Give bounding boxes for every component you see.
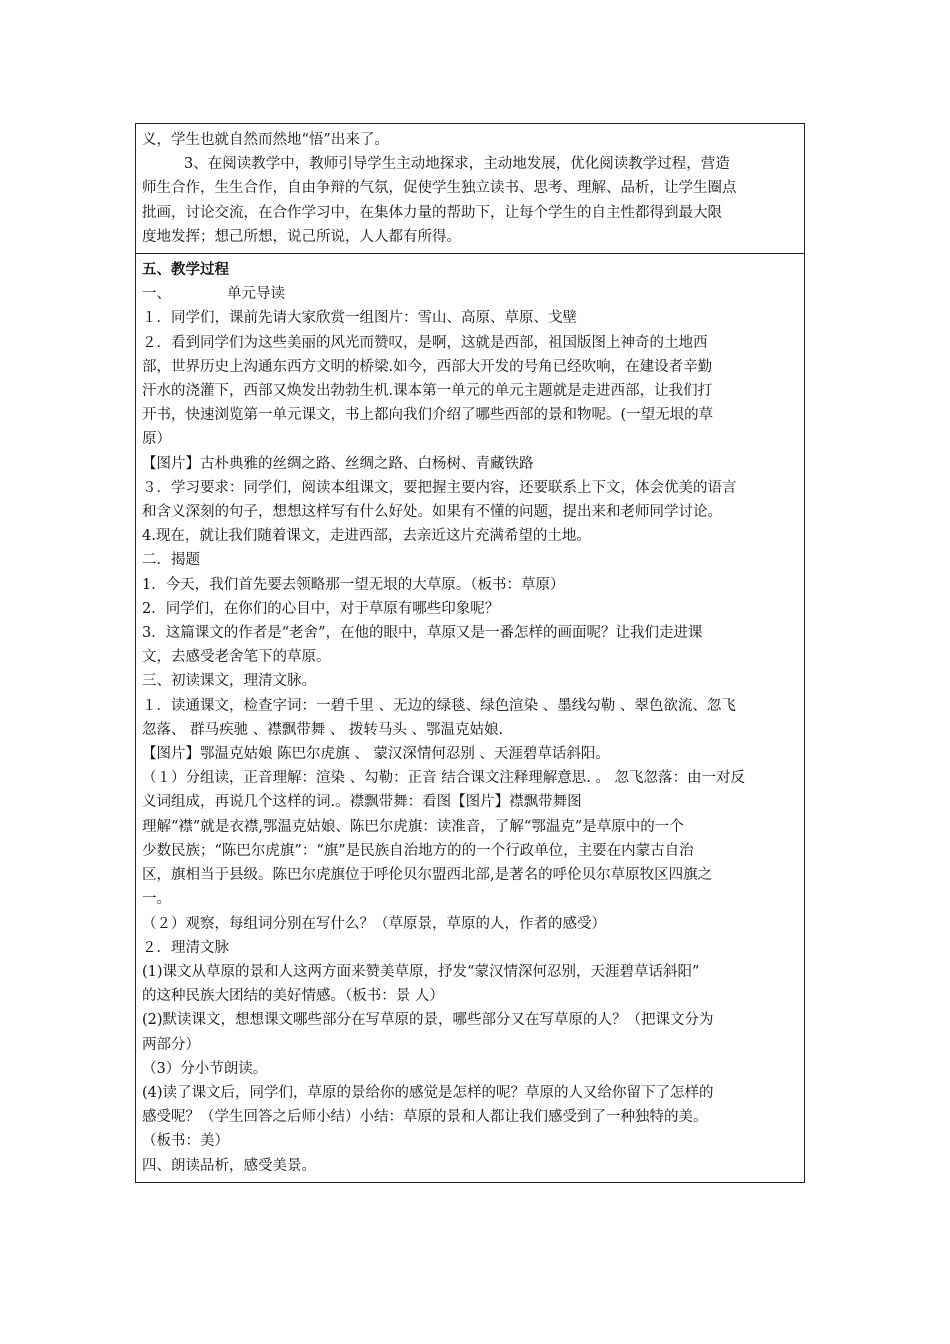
text-line: 汗水的浇灌下，西部又焕发出勃勃生机.课本第一单元的单元主题就是走进西部，让我们打 [142, 383, 713, 400]
text-line: 度地发挥；想己所想，说己所说，人人都有所得。 [142, 228, 461, 245]
text-line: (1)课文从草原的景和人这两方面来赞美草原，抒发“蒙汉情深何忍别，天涯碧草话斜阳” [142, 963, 700, 980]
text-line: 二．揭题 [142, 552, 200, 569]
text-line: 【图片】古朴典雅的丝绸之路、丝绸之路、白杨树、青藏铁路 [142, 455, 534, 472]
unit-number: 一、 [142, 286, 171, 303]
text-line: ３．学习要求：同学们，阅读本组课文，要把握主要内容，还要联系上下文，体会优美的语言 [142, 479, 737, 496]
text-line: 文，去感受老舍笔下的草原。 [142, 649, 331, 666]
unit-title: 单元导读 [227, 286, 285, 303]
text-line: 感受呢？（学生回答之后师小结）小结：草原的景和人都让我们感受到了一种独特的美。 [142, 1109, 708, 1126]
text-line: 1．今天，我们首先要去领略那一望无垠的大草原。（板书：草原） [142, 576, 565, 593]
text-line: １．同学们，课前先请大家欣赏一组图片：雪山、高原、草原、戈壁 [142, 310, 577, 327]
text-line: （２）观察，每组词分别在写什么？（草原景，草原的人，作者的感受） [142, 915, 606, 932]
text-line: ２．理清文脉 [142, 939, 229, 956]
teaching-process-cell [136, 254, 804, 1182]
text-line: （１）分组读，正音理解：渲染 、勾勒：正音 结合课文注释理解意思. 。 忽飞忽落：由一对反 [142, 770, 746, 787]
text-line: 三、初读课文，理清文脉。 [142, 673, 316, 690]
text-line: 原） [142, 431, 171, 448]
text-line: 【图片】鄂温克姑娘 陈巴尔虎旗 、 蒙汉深情何忍别 、天涯碧草话斜阳。 [142, 746, 610, 763]
text-line: 3．这篇课文的作者是“老舍”，在他的眼中，草原又是一番怎样的画面呢？让我们走进课 [142, 625, 703, 642]
text-line: ２．看到同学们为这些美丽的风光而赞叹，是啊，这就是西部，祖国版图上神奇的土地西 [142, 334, 708, 351]
teaching-strategy-cell [136, 124, 804, 254]
text-line: （3）分小节朗读。 [142, 1060, 268, 1077]
text-line: 少数民族；“陈巴尔虎旗”：“旗”是民族自治地方的的一个行政单位，主要在内蒙古自治 [142, 842, 694, 859]
text-line: 四、朗读品析，感受美景。 [142, 1157, 316, 1174]
text-line: 批画，讨论交流，在合作学习中，在集体力量的帮助下，让每个学生的自主性都得到最大限 [142, 204, 722, 221]
text-line: 义，学生也就自然而然地“悟”出来了。 [142, 132, 389, 148]
unit-heading [142, 282, 798, 306]
text-line: (4)读了课文后，同学们，草原的景给你的感觉是怎样的呢？草原的人又给你留下了怎样的 [142, 1084, 714, 1101]
text-line: 师生合作，生生合作，自由争辩的气氛，促使学生独立读书、思考、理解、品析，让学生圈点 [142, 180, 737, 197]
text-line: 4.现在，就让我们随着课文，走进西部，去亲近这片充满希望的土地。 [142, 528, 591, 545]
text-line: （板书：美） [142, 1133, 229, 1150]
text-line: 部，世界历史上沟通东西方文明的桥梁.如今，西部大开发的号角已经吹响，在建设者辛勤 [142, 358, 713, 375]
section-heading: 五、教学过程 [142, 261, 229, 279]
lesson-plan-table [135, 123, 805, 1183]
text-line: 的这种民族大团结的美好情感。（板书：景 人） [142, 988, 444, 1005]
text-line: 2．同学们，在你们的心目中，对于草原有哪些印象呢？ [142, 600, 500, 617]
text-line: (2)默读课文，想想课文哪些部分在写草原的景，哪些部分又在写草原的人？（把课文分为 [142, 1012, 714, 1029]
text-line: 和含义深刻的句子，想想这样写有什么好处。如果有不懂的问题，提出来和老师同学讨论。 [142, 504, 722, 521]
text-line: 义词组成，再说几个这样的词.。襟飘带舞：看图【图片】襟飘带舞图 [142, 794, 582, 811]
text-line: 忽落、 群马疾驰 、襟飘带舞 、 拨转马头 、鄂温克姑娘. [142, 721, 504, 738]
text-line: 两部分） [142, 1036, 200, 1053]
text-line: 理解“襟”就是衣襟,鄂温克姑娘、陈巴尔虎旗：读准音，了解“鄂温克”是草原中的一个 [142, 818, 684, 835]
text-line: 区，旗相当于县级。陈巴尔虎旗位于呼伦贝尔盟西北部,是著名的呼伦贝尔草原牧区四旗之 [142, 867, 713, 884]
text-line: 3、在阅读教学中，教师引导学生主动地探求，主动地发展，优化阅读教学过程，营造 [184, 156, 730, 173]
text-line: １．读通课文，检查字词：一碧千里 、无边的绿毯、绿色渲染 、墨线勾勒 、翠色欲流、忽飞 [142, 697, 736, 714]
text-line: 开书，快速浏览第一单元课文，书上都向我们介绍了哪些西部的景和物呢。(一望无垠的草 [142, 407, 714, 424]
text-line: 一。 [142, 891, 171, 908]
